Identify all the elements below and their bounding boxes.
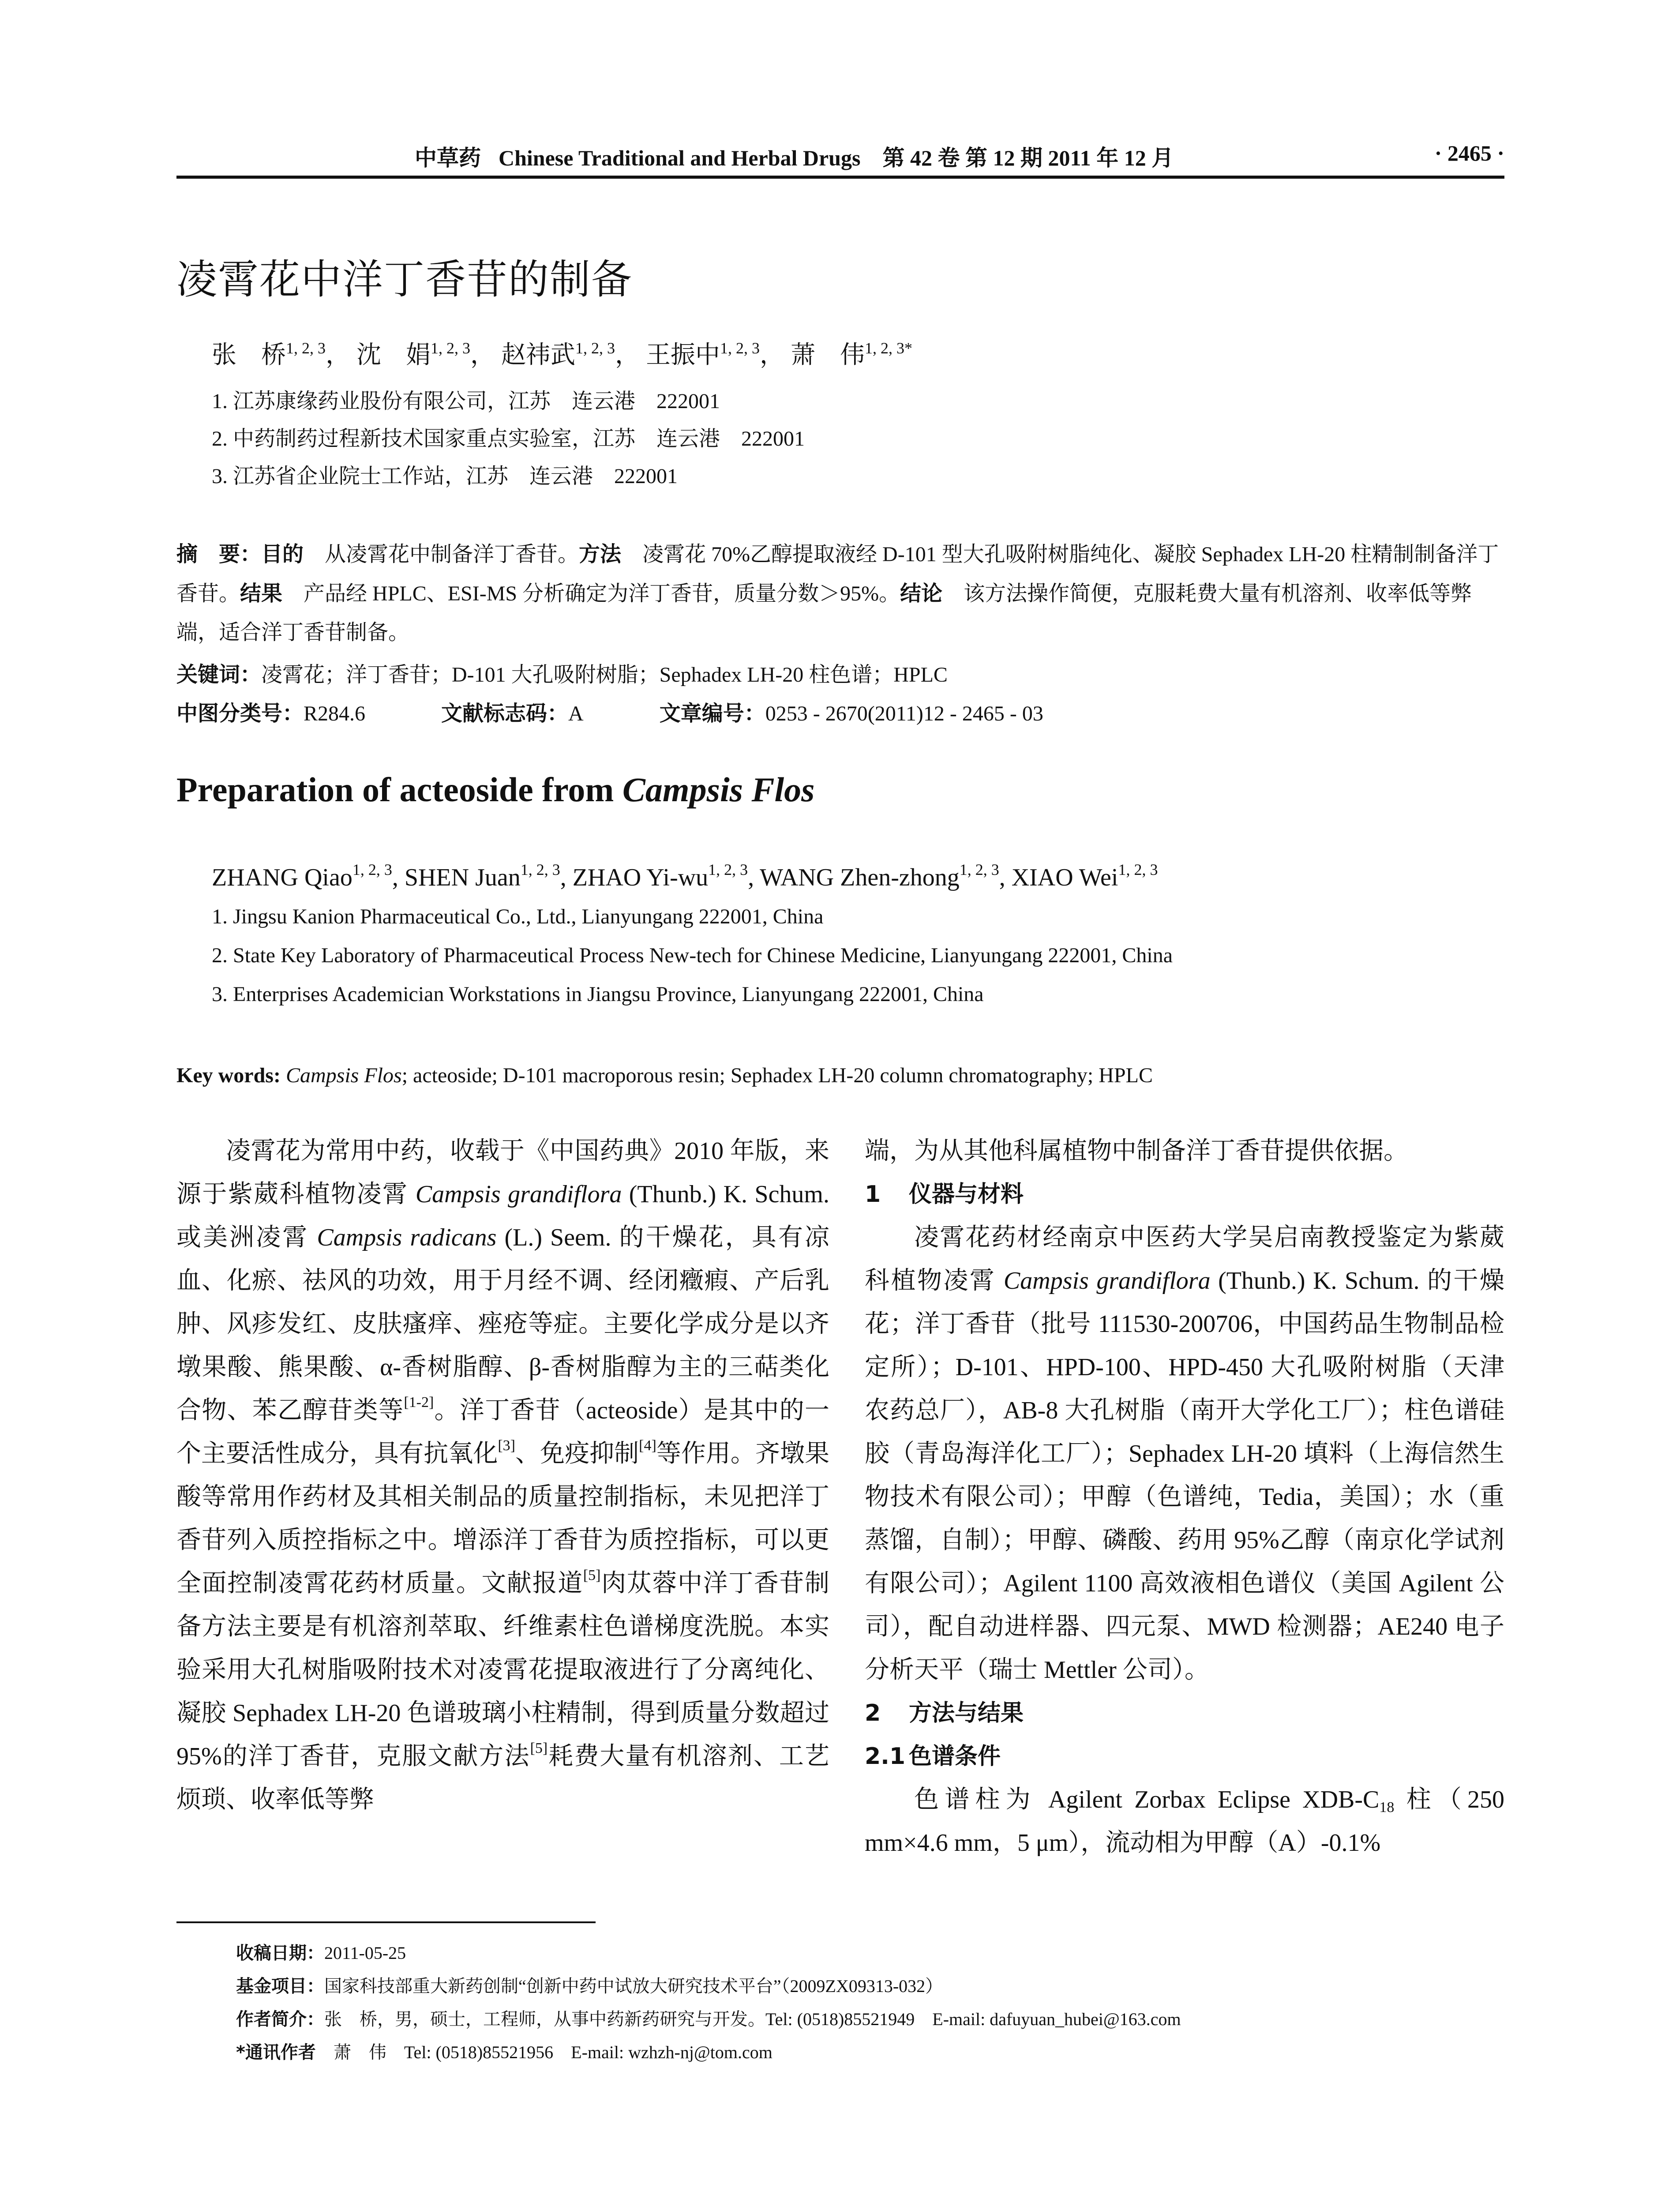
objective-text: 从凌霄花中制备洋丁香苷。 [325,543,579,566]
author-cn-sup: 1, 2, 3 [431,339,470,357]
running-header [176,140,1504,176]
author-en: WANG Zhen-zhong [760,864,960,891]
class-number [176,696,365,727]
body-paragraph [176,1129,829,1821]
body-column-right [865,1129,1504,1865]
text-run: 凌霄花为常用中药，收载于《中国药典》2010 年版，来源于紫葳科植物凌霄 [176,1137,829,1208]
text-run: 耗费大量有机溶剂、工艺烦琐、收率低等弊 [176,1743,829,1813]
subscript: 18 [1379,1799,1395,1816]
article-number-value: 0253 - 2670(2011)12 - 2465 - 03 [765,702,1043,725]
header-rule [176,176,1504,179]
author-cn-sup: 1, 2, 3 [286,339,326,357]
keywords-en [176,1063,1153,1088]
footnote-label: 收稿日期： [236,1943,324,1963]
author-cn-sup: 1, 2, 3 [575,339,615,357]
result-text: 产品经 HPLC、ESI-MS 分析确定为洋丁香苷，质量分数＞95%。 [304,582,900,605]
keywords-en-text: ; acteoside; D-101 macroporous resin; Sephadex LH-20 column chromatography; HPLC [401,1064,1153,1087]
text-run: (Thunb.) K. Schum. 或美洲凌霄 [176,1181,829,1251]
title-cn: 凌霄花中洋丁香苷的制备 [176,256,633,303]
body-column-left [176,1129,829,1821]
section-title: 方法与结果 [909,1700,1024,1726]
section-heading-2-1 [865,1735,1504,1778]
text-run: 。洋丁香苷（acteoside）是其中的一个主要活性成分，具有抗氧化 [176,1397,829,1467]
article-number [660,696,1043,727]
text-run: 色谱柱为 Agilent Zorbax Eclipse XDB-C [914,1786,1380,1813]
keywords-cn-label: 关键词： [176,662,262,687]
journal-name-cn: 中草药 [415,145,481,171]
citation-ref: [1-2] [404,1394,434,1411]
author-en-sup: 1, 2, 3 [1118,861,1158,878]
species-name: Campsis grandiflora [415,1181,622,1208]
affiliation-en-2: 2. State Key Laboratory of Pharmaceutical Process New-tech for Chinese Medicine, Lianyungang 222001, China [212,944,1173,967]
title-en-main: Preparation of acteoside from [176,770,622,809]
conclusion-text: 该方法操作简便，克服耗费大量有机溶剂、收率低等弊端，适合洋丁香苷制备。 [176,582,1472,644]
document-code-value: A [568,702,584,725]
abstract-label: 摘 要： [176,542,262,567]
author-cn: 萧 伟 [791,341,865,369]
section-number: 2 [865,1700,881,1726]
body-paragraph [865,1216,1504,1692]
keywords-en-italic: Campsis Flos [285,1064,402,1087]
conclusion-label: 结论 [900,581,943,606]
citation-ref: [3] [498,1437,515,1454]
text-run: 柱（250 mm×4.6 mm，5 μm），流动相为甲醇（A）-0.1% [865,1786,1505,1857]
citation-ref: [5] [583,1567,601,1583]
author-en: ZHANG Qiao [212,864,352,891]
author-cn-sup: 1, 2, 3* [865,339,912,357]
species-name: Campsis grandiflora [1003,1267,1211,1294]
species-name: Campsis radicans [317,1224,497,1251]
affiliation-cn-2: 2. 中药制药过程新技术国家重点实验室，江苏 连云港 222001 [212,427,805,450]
class-number-label: 中图分类号： [176,701,304,726]
author-en: SHEN Juan [404,864,521,891]
affiliation-en-1: 1. Jingsu Kanion Pharmaceutical Co., Ltd., Lianyungang 222001, China [212,905,824,928]
affiliation-cn-1: 1. 江苏康缘药业股份有限公司，江苏 连云港 222001 [212,390,720,413]
footnote-label: 基金项目： [236,1976,324,1996]
footnote-corresponding [236,2038,772,2063]
text-run: 等作用。齐墩果酸等常用作药材及其相关制品的质量控制指标，未见把洋丁香苷列入质控指标之中。增添洋丁香苷为质控指标，可以更全面控制凌霄花药材质量。文献报道 [176,1440,830,1597]
author-en-sup: 1, 2, 3 [708,861,748,878]
footnote-rule [176,1921,596,1923]
author-en-sup: 1, 2, 3 [959,861,999,878]
result-label: 结果 [240,581,283,606]
footnote-text: 国家科技部重大新药创制“创新中药中试放大研究技术平台”（2009ZX09313-032） [324,1976,943,1996]
abstract [176,535,1504,652]
text-run: (Thunb.) K. Schum. 的干燥花；洋丁香苷（批号 111530-200706，中国药品生物制品检定所）；D-101、HPD-100、HPD-450 大孔吸附树脂（天津农药总厂），AB-8 大孔树脂（南开大学化工厂）；柱色谱硅胶（青岛海洋化工厂）；Sephadex LH-20 填料（上海信然生物技术有限公司）；甲醇（色谱纯，Tedia，美国）；水（重蒸馏，自制）；甲醇、磷酸、药用 95%乙醇（南京化学试剂有限公司）；Agilent 1100 高效液相色谱仪（美国 Agilent 公司），配自动进样器、四元泵、MWD 检测器；AE240 电子分析天平（瑞士 Mettler 公司）。 [865,1267,1504,1684]
footnote-received [236,1939,406,1964]
text-run: 肉苁蓉中洋丁香苷制备方法主要是有机溶剂萃取、纤维素柱色谱梯度洗脱。本实验采用大孔树脂吸附技术对凌霄花提取液进行了分离纯化、凝胶 Sephadex LH-20 色谱玻璃小柱精制，得到质量分数超过 95%的洋丁香苷，克服文献方法 [176,1570,830,1770]
title-en [176,770,815,810]
section-heading-1 [865,1173,1504,1216]
footnote-text: 张 桥，男，硕士，工程师，从事中药新药研究与开发。Tel: (0518)85521949 E-mail: dafuyuan_hubei@163.com [324,2009,1181,2029]
class-number-value: R284.6 [304,702,366,725]
footnote-author-bio [236,2005,1181,2030]
affiliation-cn-3: 3. 江苏省企业院士工作站，江苏 连云港 222001 [212,465,678,488]
method-label: 方法 [579,542,622,567]
author-cn: 王振中 [646,341,720,369]
classification-line [176,696,1114,727]
text-run: (L.) Seem. 的干燥花，具有凉血、化瘀、祛风的功效，用于月经不调、经闭癥瘕、产后乳肿、风疹发红、皮肤瘙痒、痤疮等症。主要化学成分是以齐墩果酸、熊果酸、α-香树脂醇、β-香树脂醇为主的三萜类化合物、苯乙醇苷类等 [176,1224,830,1424]
section-heading-2 [865,1692,1504,1735]
title-en-italic: Campsis Flos [622,770,815,809]
document-code [441,696,584,727]
citation-ref: [5] [530,1740,548,1756]
section-title: 色谱条件 [909,1743,1001,1770]
body-paragraph-continued: 端，为从其他科属植物中制备洋丁香苷提供依据。 [865,1137,1408,1165]
journal-name-en: Chinese Traditional and Herbal Drugs [499,146,861,170]
footnote-label: *通讯作者 [236,2042,316,2063]
keywords-cn-text: 凌霄花；洋丁香苷；D-101 大孔吸附树脂；Sephadex LH-20 柱色谱；HPLC [261,663,948,687]
document-code-label: 文献标志码： [441,701,569,726]
footnote-label: 作者简介： [236,2009,324,2030]
section-number: 1 [865,1181,881,1208]
section-number: 2.1 [865,1743,906,1770]
page-number: · 2465 · [1434,141,1504,165]
author-en: XIAO Wei [1011,864,1118,891]
author-en: ZHAO Yi-wu [572,864,709,891]
footnote-text: 萧 伟 Tel: (0518)85521956 E-mail: wzhzh-nj@tom.com [315,2042,772,2062]
affiliation-en-3: 3. Enterprises Academician Workstations in Jiangsu Province, Lianyungang 222001, China [212,983,984,1006]
text-run: 凌霄花药材经南京中医药大学吴启南教授鉴定为紫葳科植物凌霄 [865,1224,1504,1294]
author-en-sup: 1, 2, 3 [352,861,392,878]
authors-en: ZHANG Qiao$^{1, 2, 3}$, SHEN Juan$^{1, 2, 3}$, ZHAO Yi-wu$^{1, 2, 3}$, WANG Zhen-zhong$^{1, 2, 3}$, XIAO Wei$^{1, 2, 3}$ [212,861,1158,891]
text-run: 、免疫抑制 [515,1440,639,1467]
issue-info: 第 42 卷 第 12 期 2011 年 12 月 [882,146,1174,170]
citation-ref: [4] [639,1437,656,1454]
journal-name [415,140,1174,172]
objective-label: 目的 [261,542,304,567]
author-cn-sup: 1, 2, 3 [720,339,760,357]
author-cn: 张 桥 [212,341,286,369]
footnote-text: 2011-05-25 [324,1943,406,1963]
body-paragraph [865,1778,1504,1865]
footnote-funding [236,1972,943,1997]
method-text: 凌霄花 70%乙醇提取液经 D-101 型大孔吸附树脂纯化、凝胶 Sephadex LH-20 柱精制制备洋丁香苷。 [176,543,1499,605]
section-title: 仪器与材料 [909,1181,1024,1208]
author-en-sup: 1, 2, 3 [520,861,560,878]
author-cn: 沈 娟 [356,341,431,369]
author-cn: 赵祎武 [501,341,575,369]
keywords-cn [176,657,948,688]
article-number-label: 文章编号： [659,701,765,726]
authors-cn: 张 桥$^{1, 2, 3}$， 沈 娟$^{1, 2, 3}$， 赵祎武$^{1, 2, 3}$， 王振中$^{1, 2, 3}$， 萧 伟$^{1, 2, 3*}$ [212,339,912,369]
keywords-en-label: Key words: [176,1064,281,1087]
